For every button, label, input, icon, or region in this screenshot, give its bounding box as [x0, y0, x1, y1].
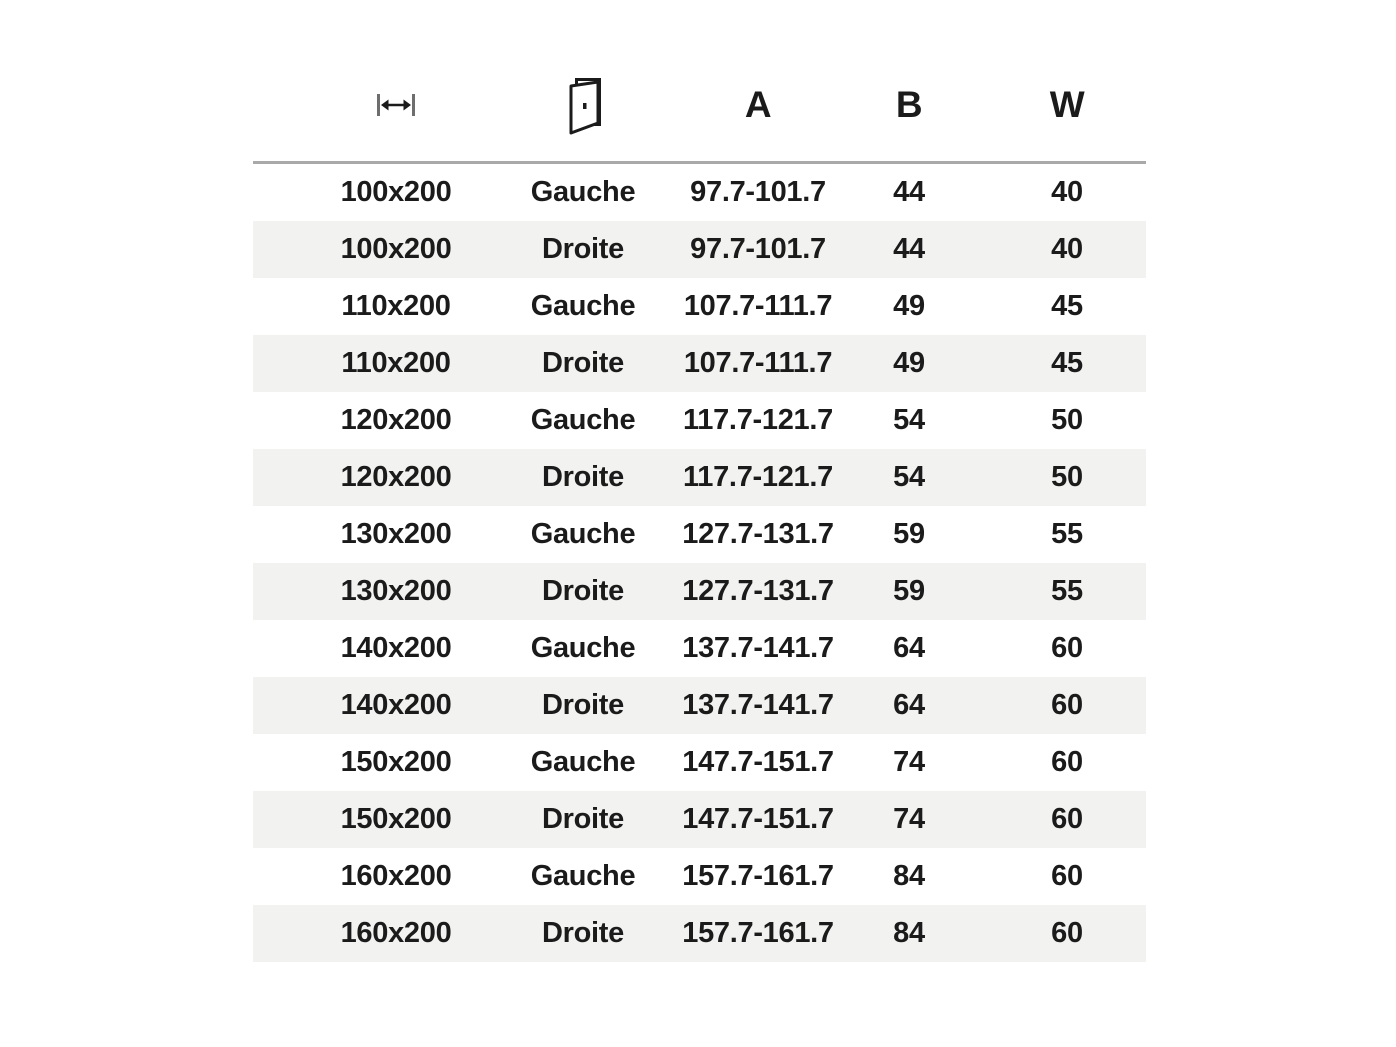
a-value-cell: 107.7-111.7	[683, 347, 833, 379]
w-value-cell: 60	[1051, 689, 1083, 721]
w-value-cell: 60	[1051, 917, 1083, 949]
a-value-cell: 127.7-131.7	[682, 518, 834, 550]
table-row	[253, 335, 1146, 392]
side-cell: Gauche	[530, 746, 636, 778]
w-value-cell: 50	[1051, 461, 1083, 493]
side-cell: Droite	[542, 461, 624, 493]
table-row	[253, 734, 1146, 791]
side-cell: Droite	[542, 917, 624, 949]
size-cell: 120x200	[340, 461, 452, 493]
side-cell: Gauche	[530, 860, 636, 892]
a-value-cell: 97.7-101.7	[690, 176, 826, 208]
b-value-cell: 49	[893, 290, 925, 322]
side-cell: Gauche	[530, 290, 636, 322]
table-row	[253, 791, 1146, 848]
table-row	[253, 506, 1146, 563]
a-value-cell: 157.7-161.7	[682, 860, 834, 892]
w-value-cell: 60	[1051, 860, 1083, 892]
b-value-cell: 49	[893, 347, 925, 379]
size-cell: 150x200	[340, 803, 452, 835]
w-value-cell: 55	[1051, 518, 1083, 550]
a-value-cell: 147.7-151.7	[682, 746, 834, 778]
table-row	[253, 677, 1146, 734]
b-value-cell: 84	[893, 917, 925, 949]
a-value-cell: 137.7-141.7	[682, 689, 834, 721]
side-cell: Gauche	[530, 518, 636, 550]
size-cell: 130x200	[340, 518, 452, 550]
w-value-cell: 45	[1051, 290, 1083, 322]
a-value-cell: 117.7-121.7	[683, 461, 833, 493]
size-cell: 120x200	[340, 404, 452, 436]
w-value-cell: 60	[1051, 803, 1083, 835]
table-row	[253, 620, 1146, 677]
b-value-cell: 74	[893, 803, 925, 835]
b-value-cell: 64	[893, 632, 925, 664]
size-cell: 110x200	[341, 347, 451, 379]
size-cell: 140x200	[340, 689, 452, 721]
w-value-cell: 60	[1051, 746, 1083, 778]
b-value-cell: 59	[893, 575, 925, 607]
side-cell: Gauche	[530, 632, 636, 664]
b-value-cell: 44	[893, 176, 925, 208]
b-value-cell: 84	[893, 860, 925, 892]
side-cell: Droite	[542, 347, 624, 379]
size-cell: 160x200	[340, 917, 452, 949]
column-header-a: A	[744, 84, 772, 125]
door-open-icon	[562, 74, 604, 136]
a-value-cell: 97.7-101.7	[690, 233, 826, 265]
table-row	[253, 905, 1146, 962]
column-header-b: B	[895, 84, 923, 125]
b-value-cell: 64	[893, 689, 925, 721]
b-value-cell: 59	[893, 518, 925, 550]
side-cell: Droite	[542, 233, 624, 265]
size-cell: 150x200	[340, 746, 452, 778]
a-value-cell: 137.7-141.7	[682, 632, 834, 664]
b-value-cell: 74	[893, 746, 925, 778]
size-cell: 130x200	[340, 575, 452, 607]
w-value-cell: 50	[1051, 404, 1083, 436]
a-value-cell: 127.7-131.7	[682, 575, 834, 607]
table-body	[253, 164, 1146, 962]
table-header	[253, 52, 1146, 158]
b-value-cell: 54	[893, 461, 925, 493]
column-header-w: W	[1049, 84, 1085, 125]
w-value-cell: 40	[1051, 233, 1083, 265]
w-value-cell: 60	[1051, 632, 1083, 664]
side-cell: Droite	[542, 803, 624, 835]
side-cell: Gauche	[530, 404, 636, 436]
table-row	[253, 164, 1146, 221]
a-value-cell: 117.7-121.7	[683, 404, 833, 436]
a-value-cell: 147.7-151.7	[682, 803, 834, 835]
a-value-cell: 157.7-161.7	[682, 917, 834, 949]
width-column-header	[376, 52, 416, 158]
table-row	[253, 563, 1146, 620]
w-value-cell: 55	[1051, 575, 1083, 607]
size-cell: 110x200	[341, 290, 451, 322]
size-cell: 100x200	[340, 233, 452, 265]
width-arrow-icon	[376, 90, 416, 120]
table-row	[253, 221, 1146, 278]
table-row	[253, 278, 1146, 335]
b-value-cell: 54	[893, 404, 925, 436]
door-column-header	[562, 52, 604, 158]
w-value-cell: 45	[1051, 347, 1083, 379]
size-cell: 140x200	[340, 632, 452, 664]
b-value-cell: 44	[893, 233, 925, 265]
side-cell: Droite	[542, 575, 624, 607]
w-value-cell: 40	[1051, 176, 1083, 208]
table-row	[253, 392, 1146, 449]
size-cell: 100x200	[340, 176, 452, 208]
size-cell: 160x200	[340, 860, 452, 892]
table-row	[253, 449, 1146, 506]
table-row	[253, 848, 1146, 905]
side-cell: Gauche	[530, 176, 636, 208]
side-cell: Droite	[542, 689, 624, 721]
a-value-cell: 107.7-111.7	[683, 290, 833, 322]
